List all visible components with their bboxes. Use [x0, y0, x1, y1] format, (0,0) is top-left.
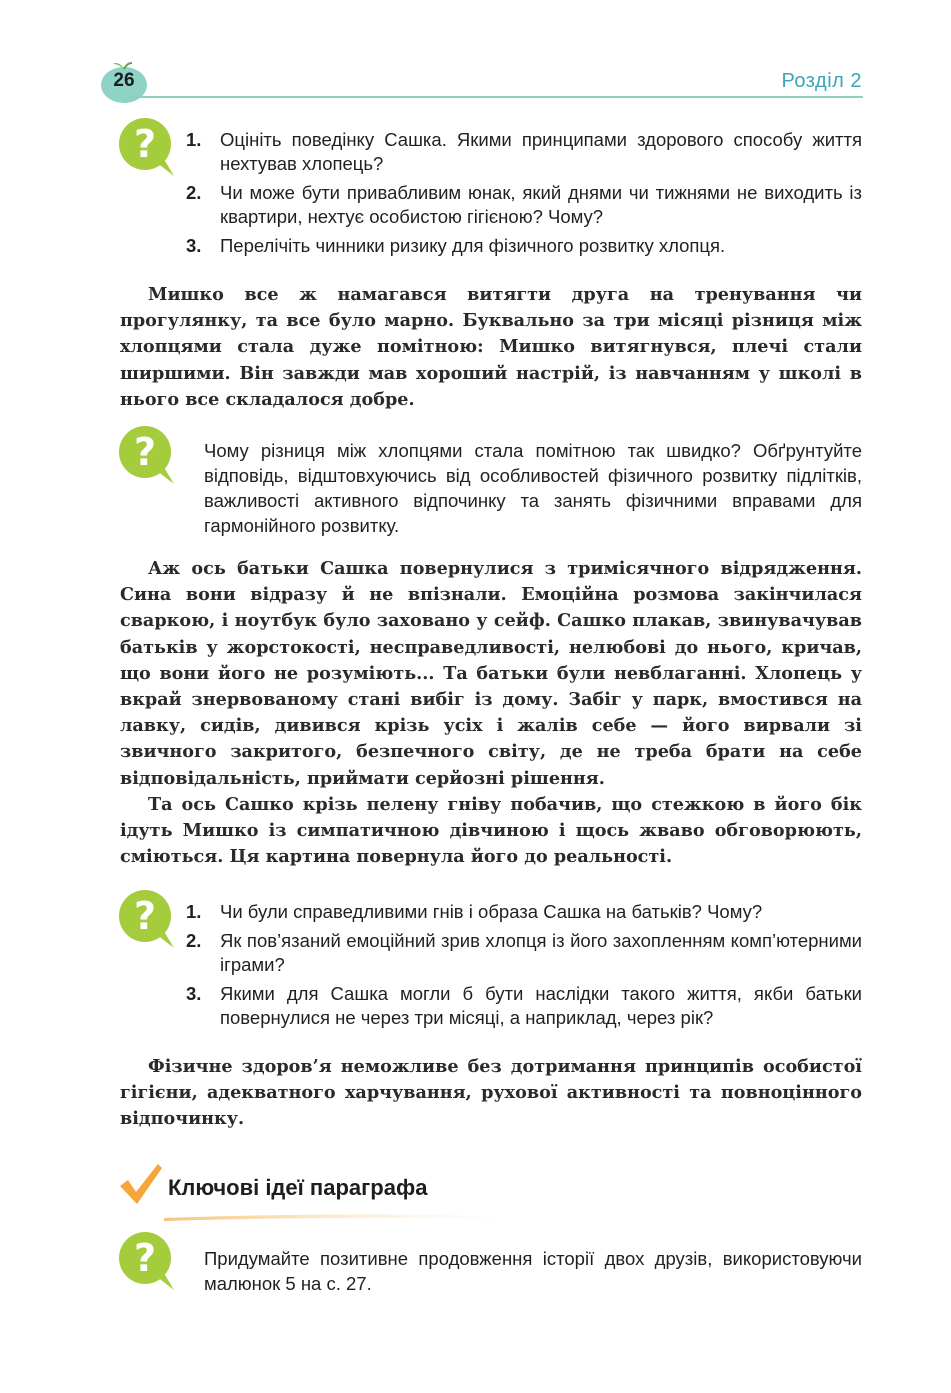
- question-bubble-icon: [116, 888, 178, 950]
- list-number: 3.: [186, 235, 202, 256]
- question-list-1: [186, 128, 862, 263]
- list-text: Перелічіть чинники ризику для фізичного розвитку хлопця.: [220, 235, 726, 256]
- list-text: Оцініть поведінку Сашка. Якими принципами здорового способу життя нехтував хлопець?: [220, 129, 862, 174]
- list-number: 2.: [186, 930, 202, 951]
- question-bubble-icon: [116, 424, 178, 486]
- list-item: [186, 900, 862, 924]
- body-paragraph: Фізичне здоров’я неможливе без дотримання принципів особистої гігієни, адекватного харчування, рухової активності та повноцінного відпочинку.: [120, 1056, 862, 1130]
- svg-text:?: ?: [133, 894, 157, 938]
- list-number: 2.: [186, 182, 202, 203]
- question-list-3: [186, 900, 862, 1035]
- list-number: 1.: [186, 901, 202, 922]
- check-mark-icon: [118, 1162, 164, 1208]
- list-number: 3.: [186, 983, 202, 1004]
- body-paragraph: Аж ось батьки Сашка повернулися з тримісячного відрядження. Сина вони відразу й не впізнали. Емоційна розмова закінчилася сваркою, і ноутбук було заховано у сейф. Сашко плакав, звинувачував батьків у жорстокості, несправедливості, нелюбові до нього, кричав, що вони його не розуміють... Та батьки були невблаганні. Хлопець у вкрай знервованому стані вибіг із дому. Забіг у парк, вмостився на лавку, сидів, дивився крізь усіх і жалів себе — його вирвали зі звичного закритого, безпечного світу, де не треба брати на себе відповідальність, приймати серйозні рішення. Та ось Сашко крізь пелену гніву побачив, що стежкою в його бік ідуть Мишко із симпатичною дівчиною і щось жваво обговорюють, сміються. Ця картина повернула його до реальності.: [120, 558, 862, 868]
- body-paragraph: Мишко все ж намагався витягти друга на тренування чи прогулянку, та все було марно. Буквально за три місяці різниця між хлопцями стала дуже помітною: Мишко витягнувся, плечі стали ширшими. Він завжди мав хороший настрій, із навчанням у школі в нього все складалося добре.: [120, 284, 862, 410]
- question-bubble-icon: [116, 1230, 178, 1292]
- list-item: [186, 982, 862, 1030]
- key-ideas-underline: [164, 1212, 504, 1221]
- svg-text:?: ?: [133, 122, 157, 166]
- key-ideas-title: Ключові ідеї параграфа: [168, 1175, 428, 1200]
- section-label: Розділ 2: [781, 70, 862, 92]
- question-text: Придумайте позитивне продовження історії двох друзів, використовуючи малюнок 5 на с. 27.: [204, 1248, 862, 1294]
- list-item: [186, 181, 862, 229]
- list-text: Як пов’язаний емоційний зрив хлопця із його захопленням комп’ютерними іграми?: [220, 930, 862, 975]
- header-divider: [128, 96, 863, 98]
- svg-text:?: ?: [133, 430, 157, 474]
- question-text: Чому різниця між хлопцями стала помітною так швидко? Обґрунтуйте відповідь, відштовхуючись від особливостей фізичного розвитку підлітків, важливості активного відпочинку та занять фізичними вправами для гармонійного розвитку.: [204, 440, 862, 536]
- list-text: Якими для Сашка могли б бути наслідки такого життя, якби батьки повернулися не через три місяці, а наприклад, через рік?: [220, 983, 862, 1028]
- list-item: [186, 929, 862, 977]
- list-number: 1.: [186, 129, 202, 150]
- svg-text:?: ?: [133, 1236, 157, 1280]
- list-item: [186, 128, 862, 176]
- question-bubble-icon: [116, 116, 178, 178]
- list-item: [186, 234, 862, 258]
- list-text: Чи може бути привабливим юнак, який днями чи тижнями не виходить із квартири, нехтує особистою гігієною? Чому?: [220, 182, 862, 227]
- list-text: Чи були справедливими гнів і образа Сашка на батьків? Чому?: [220, 901, 763, 922]
- page-number: 26: [113, 70, 135, 91]
